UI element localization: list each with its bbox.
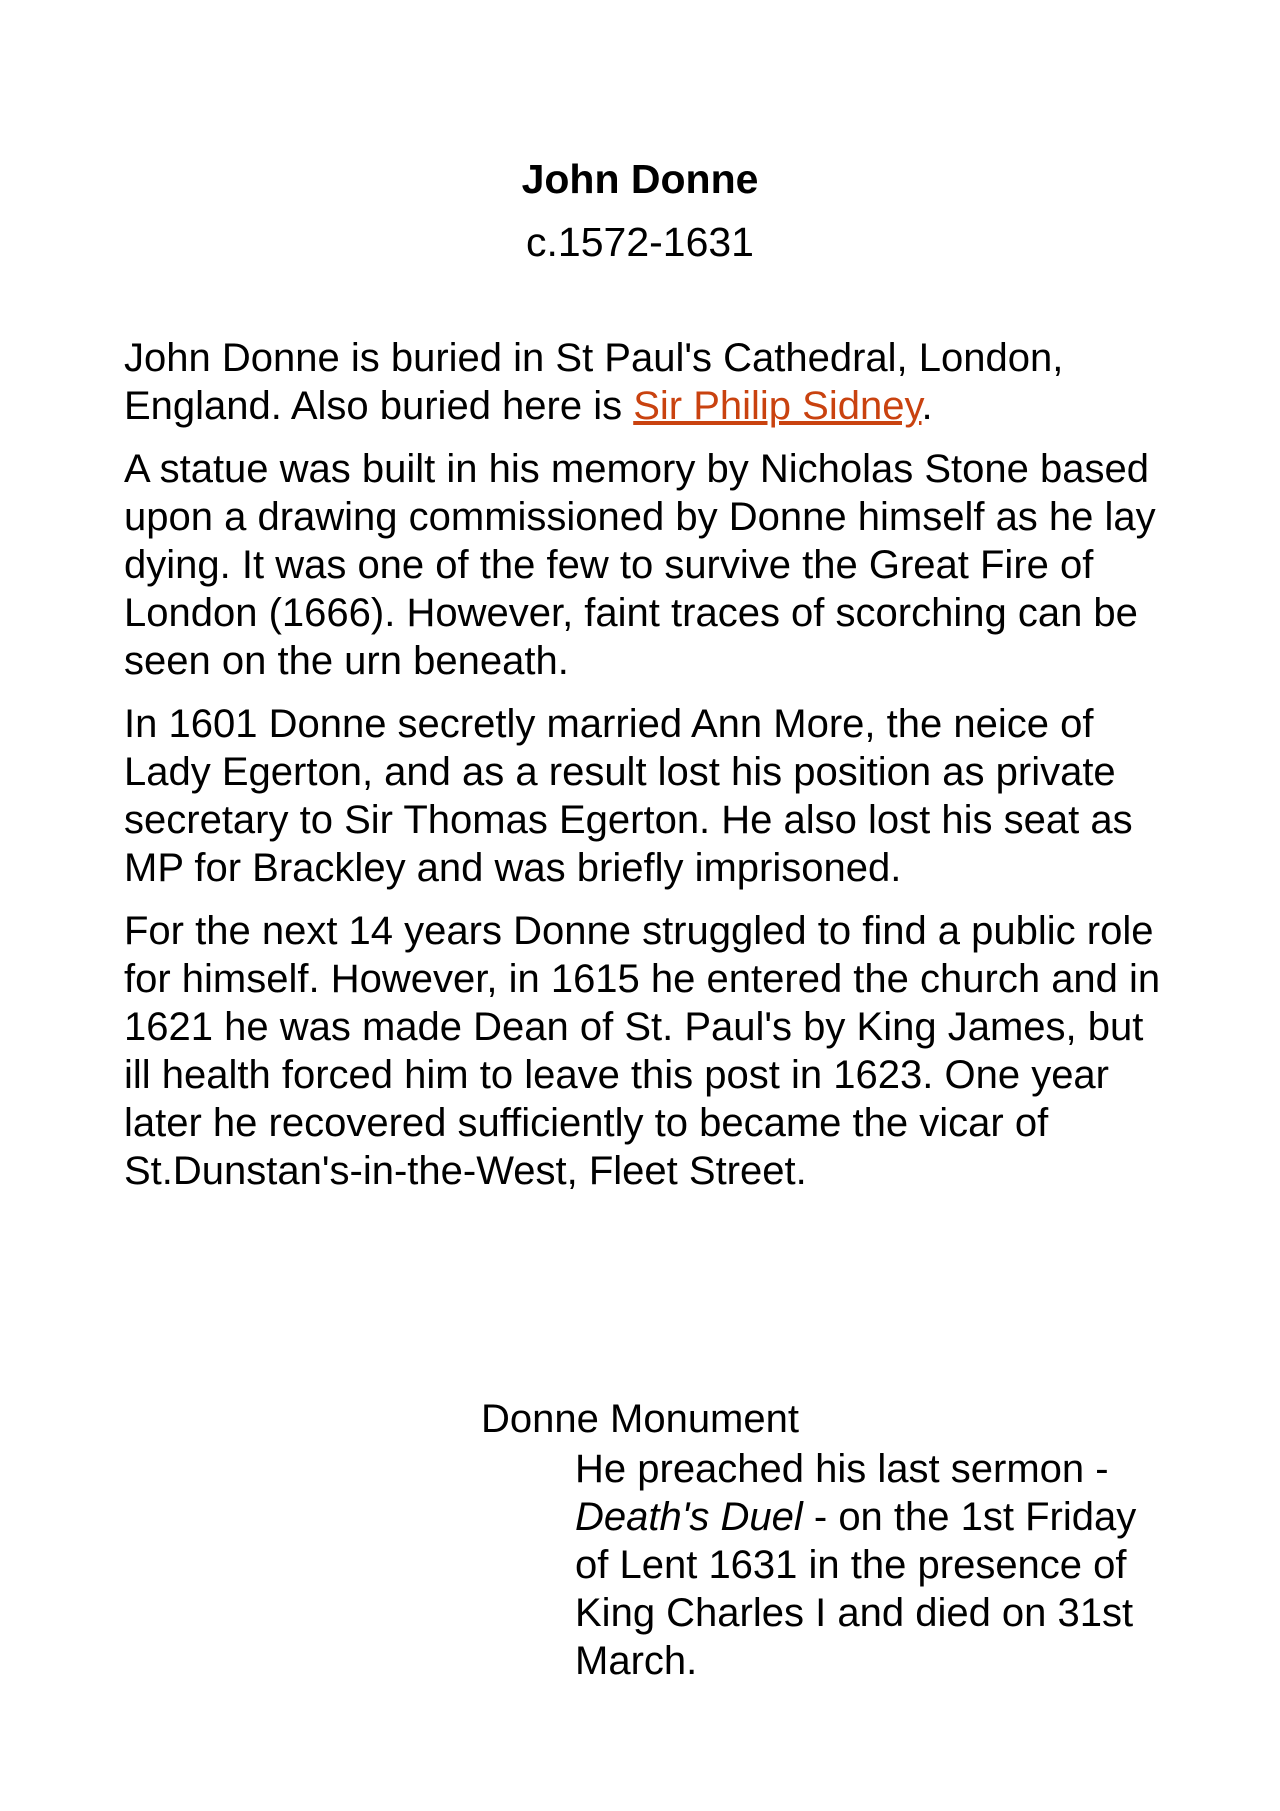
last-sermon-outro: - on the 1st Friday of Lent 1631 in the presence of King Charles I and died on 31st March. bbox=[575, 1495, 1137, 1683]
burial-text: John Donne is buried in St Paul's Cathedral, London, England. Also buried here is bbox=[124, 336, 1064, 428]
sermon-title: Death's Duel bbox=[575, 1495, 803, 1539]
burial-text-end: . bbox=[921, 384, 933, 428]
paragraph-statue: A statue was built in his memory by Nicholas Stone based upon a drawing commissioned by Donne himself as he lay dying. It was one of the few to survive the Great Fire of London (1666). However, faint traces of scorching can be seen on the urn beneath. bbox=[124, 447, 1156, 683]
page-title: John Donne bbox=[521, 156, 759, 202]
last-sermon-text bbox=[575, 1445, 1175, 1685]
paragraph-last-sermon bbox=[575, 1445, 1175, 1685]
paragraph-career: For the next 14 years Donne struggled to find a public role for himself. However, in 1615 he entered the church and in 1621 he was made Dean of St. Paul's by King James, but ill health forced him to leave this post in 1623. One year later he recovered sufficiently to became the vicar of St.Dunstan's-in-the-West, Fleet Street. bbox=[124, 909, 1161, 1193]
life-dates: c.1572-1631 bbox=[526, 219, 754, 265]
paragraph-burial bbox=[124, 334, 1164, 430]
article-body bbox=[124, 334, 1164, 1210]
image-caption: Donne Monument bbox=[481, 1397, 799, 1441]
sir-philip-sidney-link[interactable]: Sir Philip Sidney bbox=[633, 384, 922, 428]
last-sermon-intro: He preached his last sermon - bbox=[575, 1447, 1109, 1491]
paragraph-marriage: In 1601 Donne secretly married Ann More, the neice of Lady Egerton, and as a result lost his position as private secretary to Sir Thomas Egerton. He also lost his seat as MP for Brackley and was briefly imprisoned. bbox=[124, 702, 1133, 890]
